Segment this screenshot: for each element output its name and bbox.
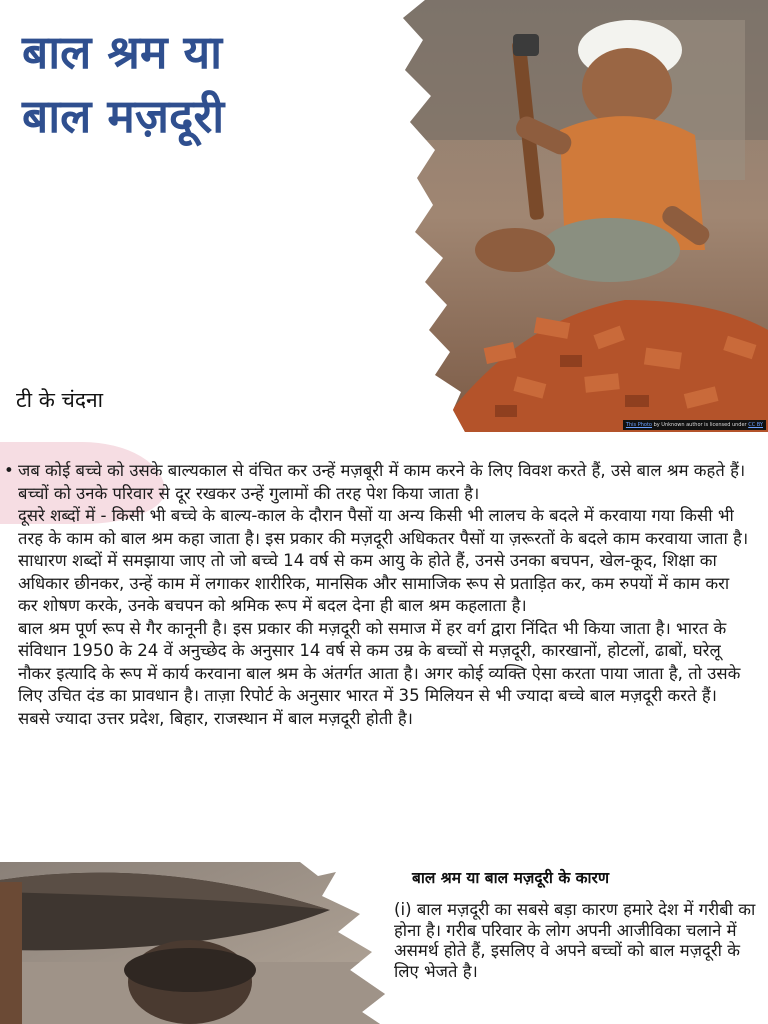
author-name: टी के चंदना	[16, 388, 104, 412]
photo-credit	[623, 420, 766, 430]
title-line-2: बाल मज़दूरी	[22, 89, 225, 143]
body-paragraph: दूसरे शब्दों में - किसी भी बच्चे के बाल्य-काल के दौरान पैसों या अन्य किसी भी लालच के बदले में करवाया गया किसी भी तरह के काम को बाल श्रम कहा जाता है। इस प्रकार की मज़दूरी अधिकतर पैसों या ज़रूरतों के बदले काम करवाया जाता है।	[18, 506, 749, 548]
child-carrying-load-photo	[0, 862, 385, 1024]
photo-license-link[interactable]: CC BY	[748, 422, 763, 428]
bullet-marker: •	[4, 461, 14, 480]
body-text	[4, 460, 753, 730]
causes-heading: बाल श्रम या बाल मज़दूरी के कारण	[412, 869, 610, 887]
body-paragraph: जब कोई बच्चे को उसके बाल्यकाल से वंचित कर उन्हें मज़बूरी में काम करने के लिए विवश करते हैं, उसे बाल श्रम कहते हैं। बच्चों को उनके परिवार से दूर रखकर उन्हें गुलामों की तरह पेश किया जाता है।	[18, 461, 746, 503]
photo-credit-text: by Unknown author is licensed under	[651, 422, 749, 428]
title-line-1: बाल श्रम या	[22, 25, 223, 79]
child-carrying-bowl-image	[0, 862, 385, 1024]
body-paragraph: साधारण शब्दों में समझाया जाए तो जो बच्चे 14 वर्ष से कम आयु के होते हैं, उनसे उनका बचपन, खेल-कूद, शिक्षा का अधिकार छीनकर, उन्हें काम में लगाकर शारीरिक, मानसिक और सामाजिक रूप से प्रताड़ित कर, कम रुपयों में काम करा कर शोषण करके, उनके बचपन को श्रमिक रूप में बदल देना ही बाल श्रम कहलाता है।	[18, 551, 730, 615]
child-breaking-bricks-image	[395, 0, 768, 432]
child-labour-photo	[395, 0, 768, 432]
page-title	[22, 20, 402, 148]
photo-credit-link[interactable]: This Photo	[625, 422, 652, 428]
body-paragraph: बाल श्रम पूर्ण रूप से गैर कानूनी है। इस प्रकार की मज़दूरी को समाज में हर वर्ग द्वारा निंदित भी किया जाता है। भारत के संविधान 1950 के 24 वें अनुच्छेद के अनुसार 14 वर्ष से कम उम्र के बच्चों से मज़दूरी, कारखानों, होटलों, ढाबों, घरेलू नौकर इत्यादि के रूप में कार्य करवाना बाल श्रम के अंतर्गत आता है। अगर कोई व्यक्ति ऐसा करता पाया जाता है, तो उसके लिए उचित दंड का प्रावधान है। ताज़ा रिपोर्ट के अनुसार भारत में 35 मिलियन से भी ज्यादा बच्चे बाल मज़दूरी करते हैं। सबसे ज्यादा उत्तर प्रदेश, बिहार, राजस्थान में बाल मज़दूरी होती है।	[18, 618, 741, 728]
causes-paragraph: (i) बाल मज़दूरी का सबसे बड़ा कारण हमारे देश में गरीबी का होना है। गरीब परिवार के लोग अपनी आजीविका चलाने में असमर्थ होते हैं, इसलिए वे अपने बच्चों को बाल मज़दूरी के लिए भेजते है।	[394, 900, 756, 981]
